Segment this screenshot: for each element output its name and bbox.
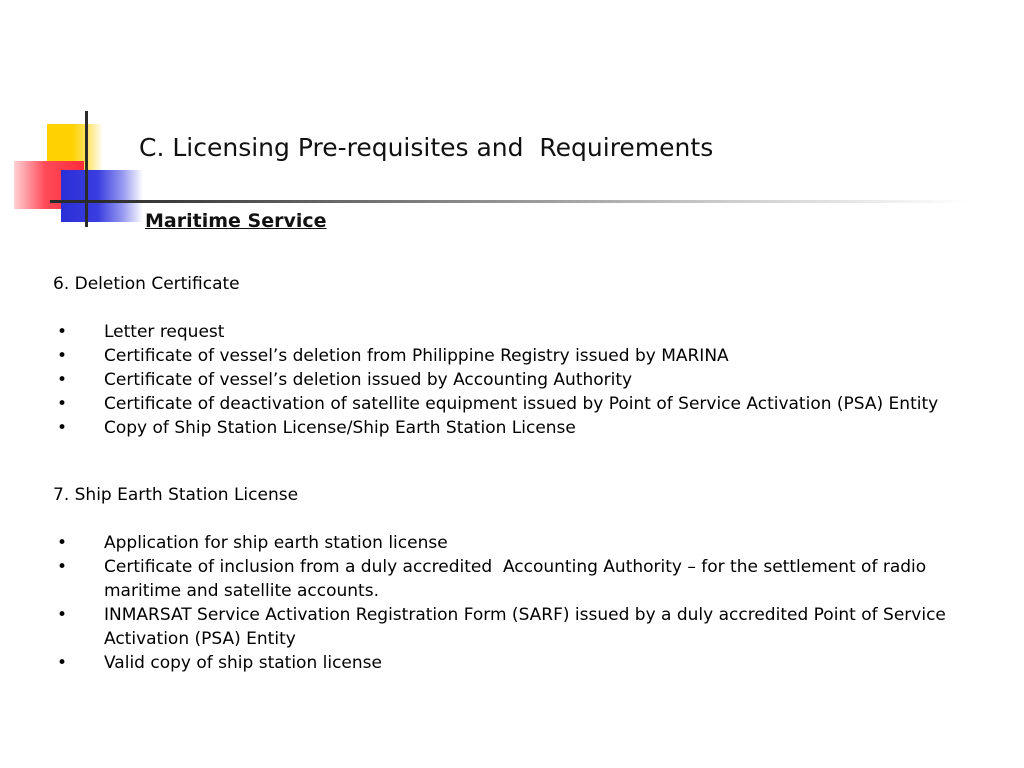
list-item-text: Letter request	[104, 322, 225, 342]
bullet-icon: •	[57, 557, 68, 577]
bullet-icon: •	[57, 346, 68, 366]
bullet-icon: •	[57, 605, 68, 625]
section-deletion-certificate	[53, 272, 993, 440]
list-item	[53, 368, 993, 392]
list-item-text: INMARSAT Service Activation Registration Form (SARF) issued by a duly accredited Point of Service Activation (PSA) Entity	[104, 605, 952, 649]
list-item-text: Certificate of vessel’s deletion issued by Accounting Authority	[104, 370, 633, 390]
bullet-icon: •	[57, 322, 68, 342]
list-item-text: Copy of Ship Station License/Ship Earth Station License	[104, 418, 576, 438]
slide-title: C. Licensing Pre-requisites and Requirements	[139, 133, 714, 162]
section-heading: 7. Ship Earth Station License	[53, 485, 299, 505]
section-heading: 6. Deletion Certificate	[53, 274, 240, 294]
list-item	[53, 555, 993, 603]
list-item-text: Valid copy of ship station license	[104, 653, 382, 673]
section-ship-earth-station-license	[53, 483, 993, 675]
slide-subtitle: Maritime Service	[145, 210, 327, 232]
bullet-icon: •	[57, 653, 68, 673]
list-item	[53, 392, 993, 416]
list-item	[53, 344, 993, 368]
list-item	[53, 651, 993, 675]
decorative-logo	[0, 0, 160, 240]
list-item	[53, 531, 993, 555]
logo-vertical-line	[85, 111, 88, 227]
logo-blue-square	[61, 170, 143, 222]
list-item	[53, 320, 993, 344]
list-item-text: Certificate of vessel’s deletion from Philippine Registry issued by MARINA	[104, 346, 729, 366]
slide-content	[53, 272, 993, 675]
list-item-text: Application for ship earth station license	[104, 533, 448, 553]
bullet-icon: •	[57, 394, 68, 414]
bullet-icon: •	[57, 370, 68, 390]
bullet-icon: •	[57, 418, 68, 438]
bullet-list	[53, 320, 993, 440]
bullet-list	[53, 531, 993, 675]
list-item	[53, 416, 993, 440]
title-underline-rule	[100, 200, 970, 203]
bullet-icon: •	[57, 533, 68, 553]
list-item-text: Certificate of inclusion from a duly accredited Accounting Authority – for the settlement of radio maritime and satellite accounts.	[104, 557, 932, 601]
list-item-text: Certificate of deactivation of satellite equipment issued by Point of Service Activation (PSA) Entity	[104, 394, 939, 414]
list-item	[53, 603, 993, 651]
